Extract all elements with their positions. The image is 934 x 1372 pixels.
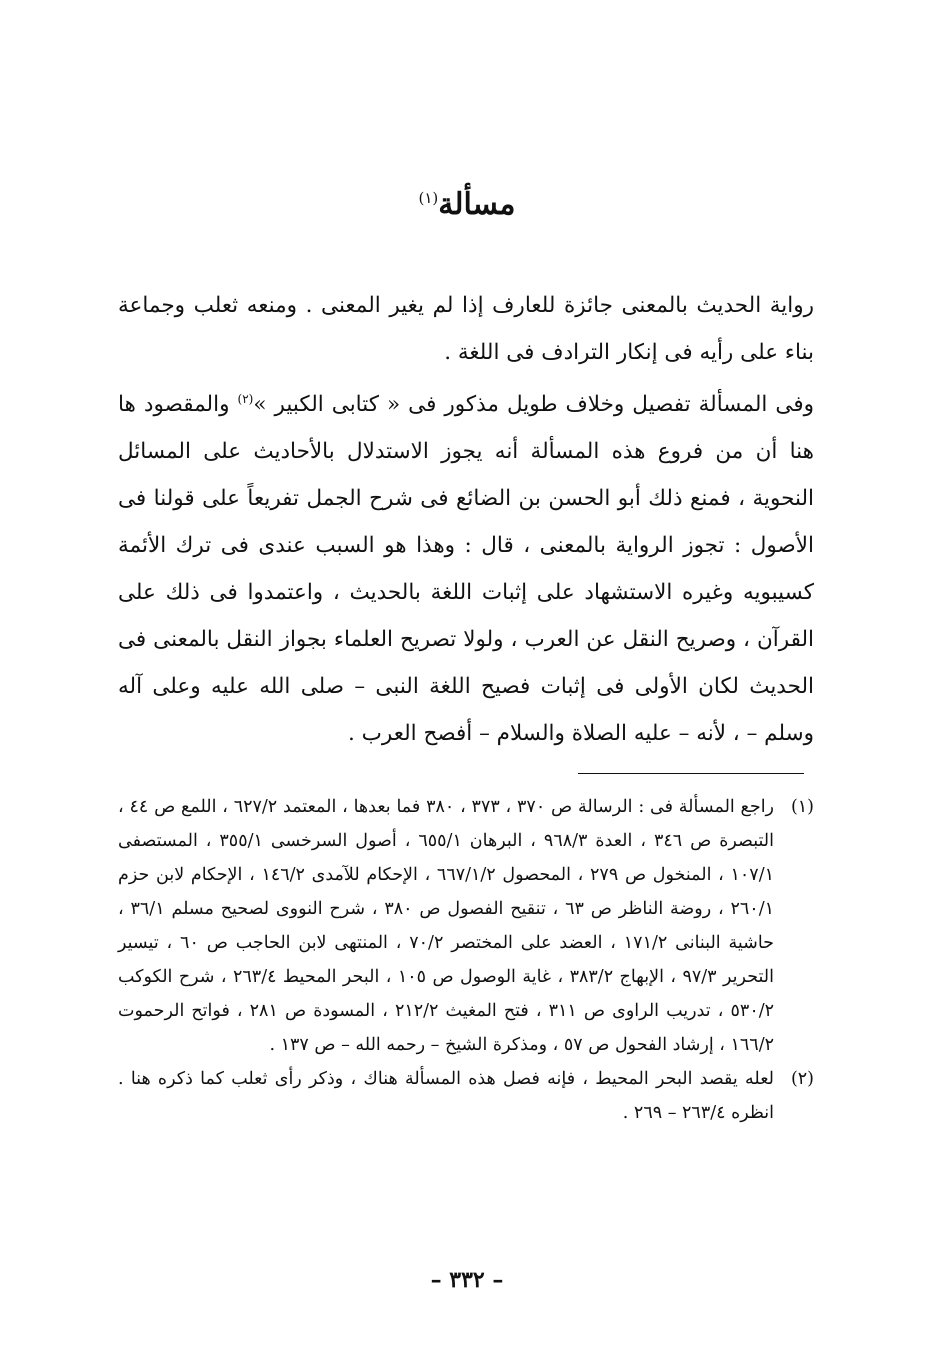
main-text [118, 282, 814, 757]
footnote-number: (١) [790, 797, 814, 817]
heading-footnote-ref: (١) [418, 189, 439, 207]
footnote-2 [118, 1062, 814, 1130]
paragraph-2 [118, 376, 814, 757]
footnote-text: راجع المسألة فى : الرسالة ص ٣٧٠ ، ٣٧٣ ، ٣٨٠ فما بعدها ، المعتمد ٦٢٧/٢ ، اللمع ص ٤٤ ، التبصرة ص ٣٤٦ ، العدة ٩٦٨/٣ ، البرهان ٦٥٥/١ ، أصول السرخسى ٣٥٥/١ ، المستصفى ١٠٧/١ ، المنخول ص ٢٧٩ ، المحصول ٦٦٧/١/٢ ، الإحكام للآمدى ١٤٦/٢ ، الإحكام لابن حزم ٢٦٠/١ ، روضة الناظر ص ٦٣ ، تنقيح الفصول ص ٣٨٠ ، شرح النووى لصحيح مسلم ٣٦/١ ، حاشية البنانى ١٧١/٢ ، العضد على المختصر ٧٠/٢ ، المنتهى لابن الحاجب ص ٦٠ ، تيسير التحرير ٩٧/٣ ، الإبهاج ٣٨٣/٢ ، غاية الوصول ص ١٠٥ ، البحر المحيط ٢٦٣/٤ ، شرح الكوكب ٥٣٠/٢ ، تدريب الراوى ص ٣١١ ، فتح المغيث ٢١٢/٢ ، المسودة ص ٢٨١ ، فواتح الرحموت ١٦٦/٢ ، إرشاد الفحول ص ٥٧ ، ومذكرة الشيخ – رحمه الله – ص ١٣٧ . [118, 797, 775, 1055]
section-heading [0, 176, 934, 227]
footnotes [118, 790, 814, 1130]
paragraph-2-start: وفى المسألة تفصيل وخلاف طويل مذكور فى « كتابى الكبير » [253, 392, 814, 418]
heading-title: مسألة [438, 187, 516, 222]
page-number: – ٣٣٢ – [430, 1267, 504, 1293]
footnote-separator [578, 773, 804, 774]
footnote-1 [118, 790, 814, 1062]
paragraph-1: رواية الحديث بالمعنى جائزة للعارف إذا لم يغير المعنى . ومنعه ثعلب وجماعة بناء على رأيه فى إنكار الترادف فى اللغة . [118, 293, 814, 365]
footnote-ref-2: (٢) [237, 392, 254, 406]
footnote-number: (٢) [790, 1069, 814, 1089]
footnote-text: لعله يقصد البحر المحيط ، فإنه فصل هذه المسألة هناك ، وذكر رأى ثعلب كما ذكره هنا . انظره ٢٦٣/٤ – ٢٦٩ . [118, 1069, 774, 1123]
paragraph-2-rest: والمقصود ها هنا أن من فروع هذه المسألة أنه يجوز الاستدلال بالأحاديث على المسائل النحوية ، فمنع ذلك أبو الحسن بن الضائع فى شرح الجمل تفريعاً على قولنا فى الأصول : تجوز الرواية بالمعنى ، قال : وهذا هو السبب عندى فى ترك الأئمة كسيبويه وغيره الاستشهاد على إثبات اللغة بالحديث ، واعتمدوا فى ذلك على القرآن ، وصريح النقل عن العرب ، ولولا تصريح العلماء بجواز النقل بالمعنى فى الحديث لكان الأولى فى إثبات فصيح اللغة النبى – صلى الله عليه وعلى آله وسلم – ، لأنه – عليه الصلاة والسلام – أفصح العرب . [118, 392, 814, 747]
